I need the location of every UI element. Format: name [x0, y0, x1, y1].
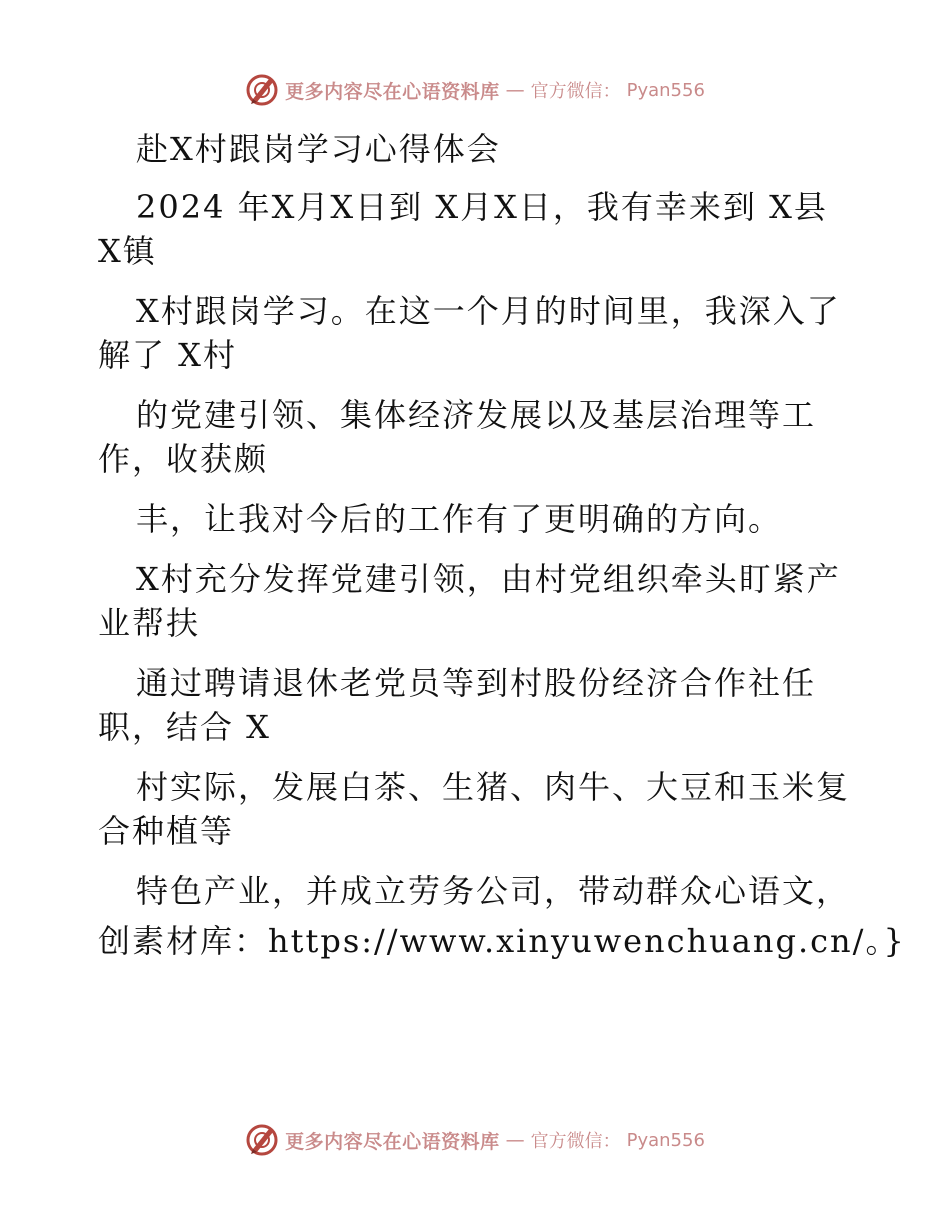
- wechat-id: Pyan556: [626, 79, 705, 101]
- text-line: 通过聘请退休老党员等到村股份经济合作社任: [136, 664, 817, 702]
- brand-text: 更多内容尽在心语资料库: [285, 1130, 500, 1153]
- text-line: 的党建引领、集体经济发展以及基层治理等工: [136, 396, 817, 434]
- header-banner: [0, 70, 950, 110]
- banner-separator: —: [505, 79, 525, 101]
- text-line: 解了 X村: [98, 336, 237, 374]
- text-line: 丰，让我对今后的工作有了更明确的方向。: [136, 500, 783, 538]
- text-line: 2024 年X月X日到 X月X日，我有幸来到 X县: [136, 188, 828, 226]
- pen-logo-icon: [245, 73, 279, 107]
- text-line: 村实际，发展白茶、生猪、肉牛、大豆和玉米复: [136, 768, 851, 806]
- text-line: 作，收获颇: [98, 440, 269, 478]
- brand-text: 更多内容尽在心语资料库: [285, 80, 500, 103]
- pen-logo-icon: [245, 1123, 279, 1157]
- text-line: 职，结合 X: [98, 708, 271, 746]
- document-body: [98, 120, 906, 968]
- document-title: 赴X村跟岗学习心得体会: [136, 130, 501, 168]
- wechat-label: 官方微信：: [530, 1131, 621, 1152]
- text-line: X村充分发挥党建引领，由村党组织牵头盯紧产: [136, 560, 841, 598]
- text-line: 业帮扶: [98, 604, 201, 642]
- footer-banner: [0, 1120, 950, 1160]
- text-line: 合种植等: [98, 812, 235, 850]
- wechat-label: 官方微信：: [530, 81, 621, 102]
- banner-separator: —: [505, 1129, 525, 1151]
- text-line: 特色产业，并成立劳务公司，带动群众心语文，: [136, 872, 851, 910]
- text-line: X镇: [98, 232, 157, 270]
- text-line: 创素材库：https://www.xinyuwenchuang.cn/。}: [98, 922, 906, 960]
- text-line: X村跟岗学习。在这一个月的时间里，我深入了: [136, 292, 841, 330]
- wechat-id: Pyan556: [626, 1129, 705, 1151]
